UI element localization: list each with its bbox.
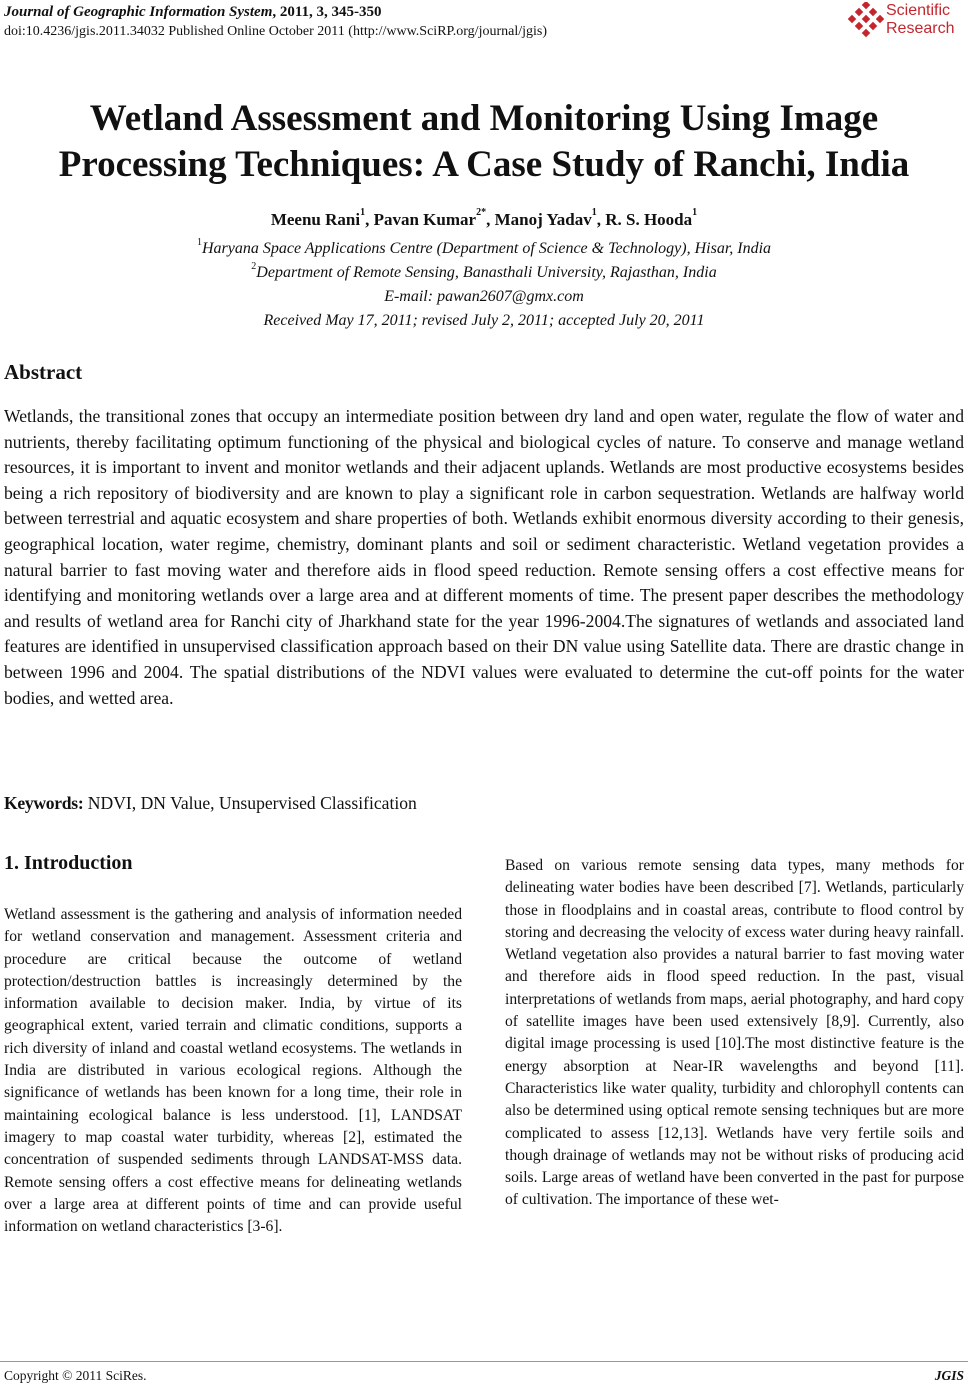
affiliation-2 [0,261,968,282]
author-sup: 1 [360,207,366,218]
author-name: Manoj Yadav [494,210,592,229]
logo-diamond-icon [848,2,884,42]
title-line-2: Processing Techniques: A Case Study of Ranchi, India [58,144,910,185]
publisher-logo [848,0,968,44]
author-sup: 1 [692,207,698,218]
affiliation-sup: 1 [196,237,202,248]
journal-header [4,4,382,21]
author-name: Meenu Rani [270,210,361,229]
logo-text-line2: Research [886,20,955,37]
author-name: Pavan Kumar [373,210,477,229]
author-separator: , [486,210,495,229]
abstract-text: Wetlands, the transitional zones that occupy an intermediate position between dry land and open water, regulate the flow of water and nutrients, thereby facilitating optimum functioning of the physical and biological cycles of nature. To conserve and manage wetland resources, it is important to invent and monitor wetlands and their adjacent uplands. Wetlands are most productive ecosystems besides being a rich repository of biodiversity and are known to play a significant role in carbon sequestration. Wetlands are halfway world between terrestrial and aquatic ecosystem and share properties of both. Wetlands exhibit enormous diversity according to their genesis, geographical location, water regime, chemistry, dominant plants and soil or sediment characteristic. Wetland vegetation provides a natural barrier to fast moving water and therefore aids in flood speed reduction. Remote sensing offers a cost effective means for identifying and monitoring wetlands over a large area and at different moments of time. The present paper describes the methodology and results of wetland area for Ranchi city of Jharkhand state for the year 1996-2004.The signatures of wetlands and associated land features are identified in unsupervised classification approach based on their DN value using Satellite data. There are drastic change in between 1996 and 2004. The spatial distributions of the NDVI values were evaluated to determine the cut-off points for the water bodies, and wetted area. [4,406,964,708]
keywords-text: NDVI, DN Value, Unsupervised Classification [83,793,417,813]
affiliation-sup: 2 [251,261,257,272]
keywords-label: Keywords: [4,793,84,813]
logo-text-line1: Scientific [886,2,951,19]
abstract-heading: Abstract [4,360,83,384]
title-line-1: Wetland Assessment and Monitoring Using Image [89,98,879,139]
copyright: Copyright © 2011 SciRes. [4,1368,147,1383]
footer-rule [0,1361,968,1362]
author-separator: , [596,210,606,229]
author-separator: , [365,210,374,229]
affiliation-text: Haryana Space Applications Centre (Department of Science & Technology), Hisar, India [201,240,772,257]
keywords [4,793,417,814]
email-label: E-mail: [384,288,438,305]
journal-name: Journal of Geographic Information System [4,4,273,20]
introduction-heading: 1. Introduction [4,852,133,874]
author-sup: 1 [591,207,597,218]
introduction-column-2: Based on various remote sensing data types, many methods for delineating water bodies have been described [7]. Wetlands, particularly those in floodplains and in coastal areas, contribute to flood control by storing and decreasing the velocity of excess water during heavy rainfall. Wetland vegetation also provides a natural barrier to fast moving water and therefore aids in flood speed reduction. In the past, visual interpretations of wetlands from maps, aerial photography, and hard copy of satellite images have been used extensively [8,9]. Currently, also digital image processing is used [10].The most distinctive feature is the energy absorption at Near-IR wavelengths and beyond [11]. Characteristics like water quality, turbidity and chlorophyll contents can also be determined using optical remote sensing techniques but are more complicated to assess [12,13]. Wetlands have very fertile soils and though drainage of wetlands may not be without risks of producing acid soils. Large areas of wetland have been converted in the past for purpose of cultivation. The importance of these wet- [505,857,964,1209]
introduction-column-1: Wetland assessment is the gathering and analysis of information needed for wetland conservation and management. Assessment criteria and procedure are critical because the outcome of wetland protection/destruction battles is increasingly determined by the information available to decision maker. India, by virtue of its geographical extent, varied terrain and climatic conditions, supports a rich diversity of inland and coastal wetland ecosystems. The wetlands in India are distributed in various ecological regions. Although the significance of wetlands has been known for a long time, their role in maintaining ecological balance is less understood. [1], LANDSAT imagery to map coastal water turbidity, whereas [2], estimated the concentration of suspended sediments through LANDSAT-MSS data. Remote sensing offers a cost effective means for delineating wetlands over a large area at different points of time and can provide useful information on wetland characteristics [3-6]. [4,906,462,1236]
journal-abbreviation: JGIS [934,1368,964,1383]
affiliation-1 [0,237,968,258]
email-line [0,288,968,306]
journal-volume: , 2011, 3, 345-350 [272,4,382,20]
author-name: R. S. Hooda [605,210,693,229]
doi-line: doi:10.4236/jgis.2011.34032 Published Online October 2011 (http://www.SciRP.org/journal/jgis) [4,24,548,39]
email-address: pawan2607@gmx.com [437,288,584,305]
author-list [0,207,968,230]
paper-title [0,96,968,188]
affiliation-text: Department of Remote Sensing, Banasthali University, Rajasthan, India [256,264,717,281]
received-dates: Received May 17, 2011; revised July 2, 2011; accepted July 20, 2011 [263,312,705,329]
author-sup: 2* [476,207,487,218]
